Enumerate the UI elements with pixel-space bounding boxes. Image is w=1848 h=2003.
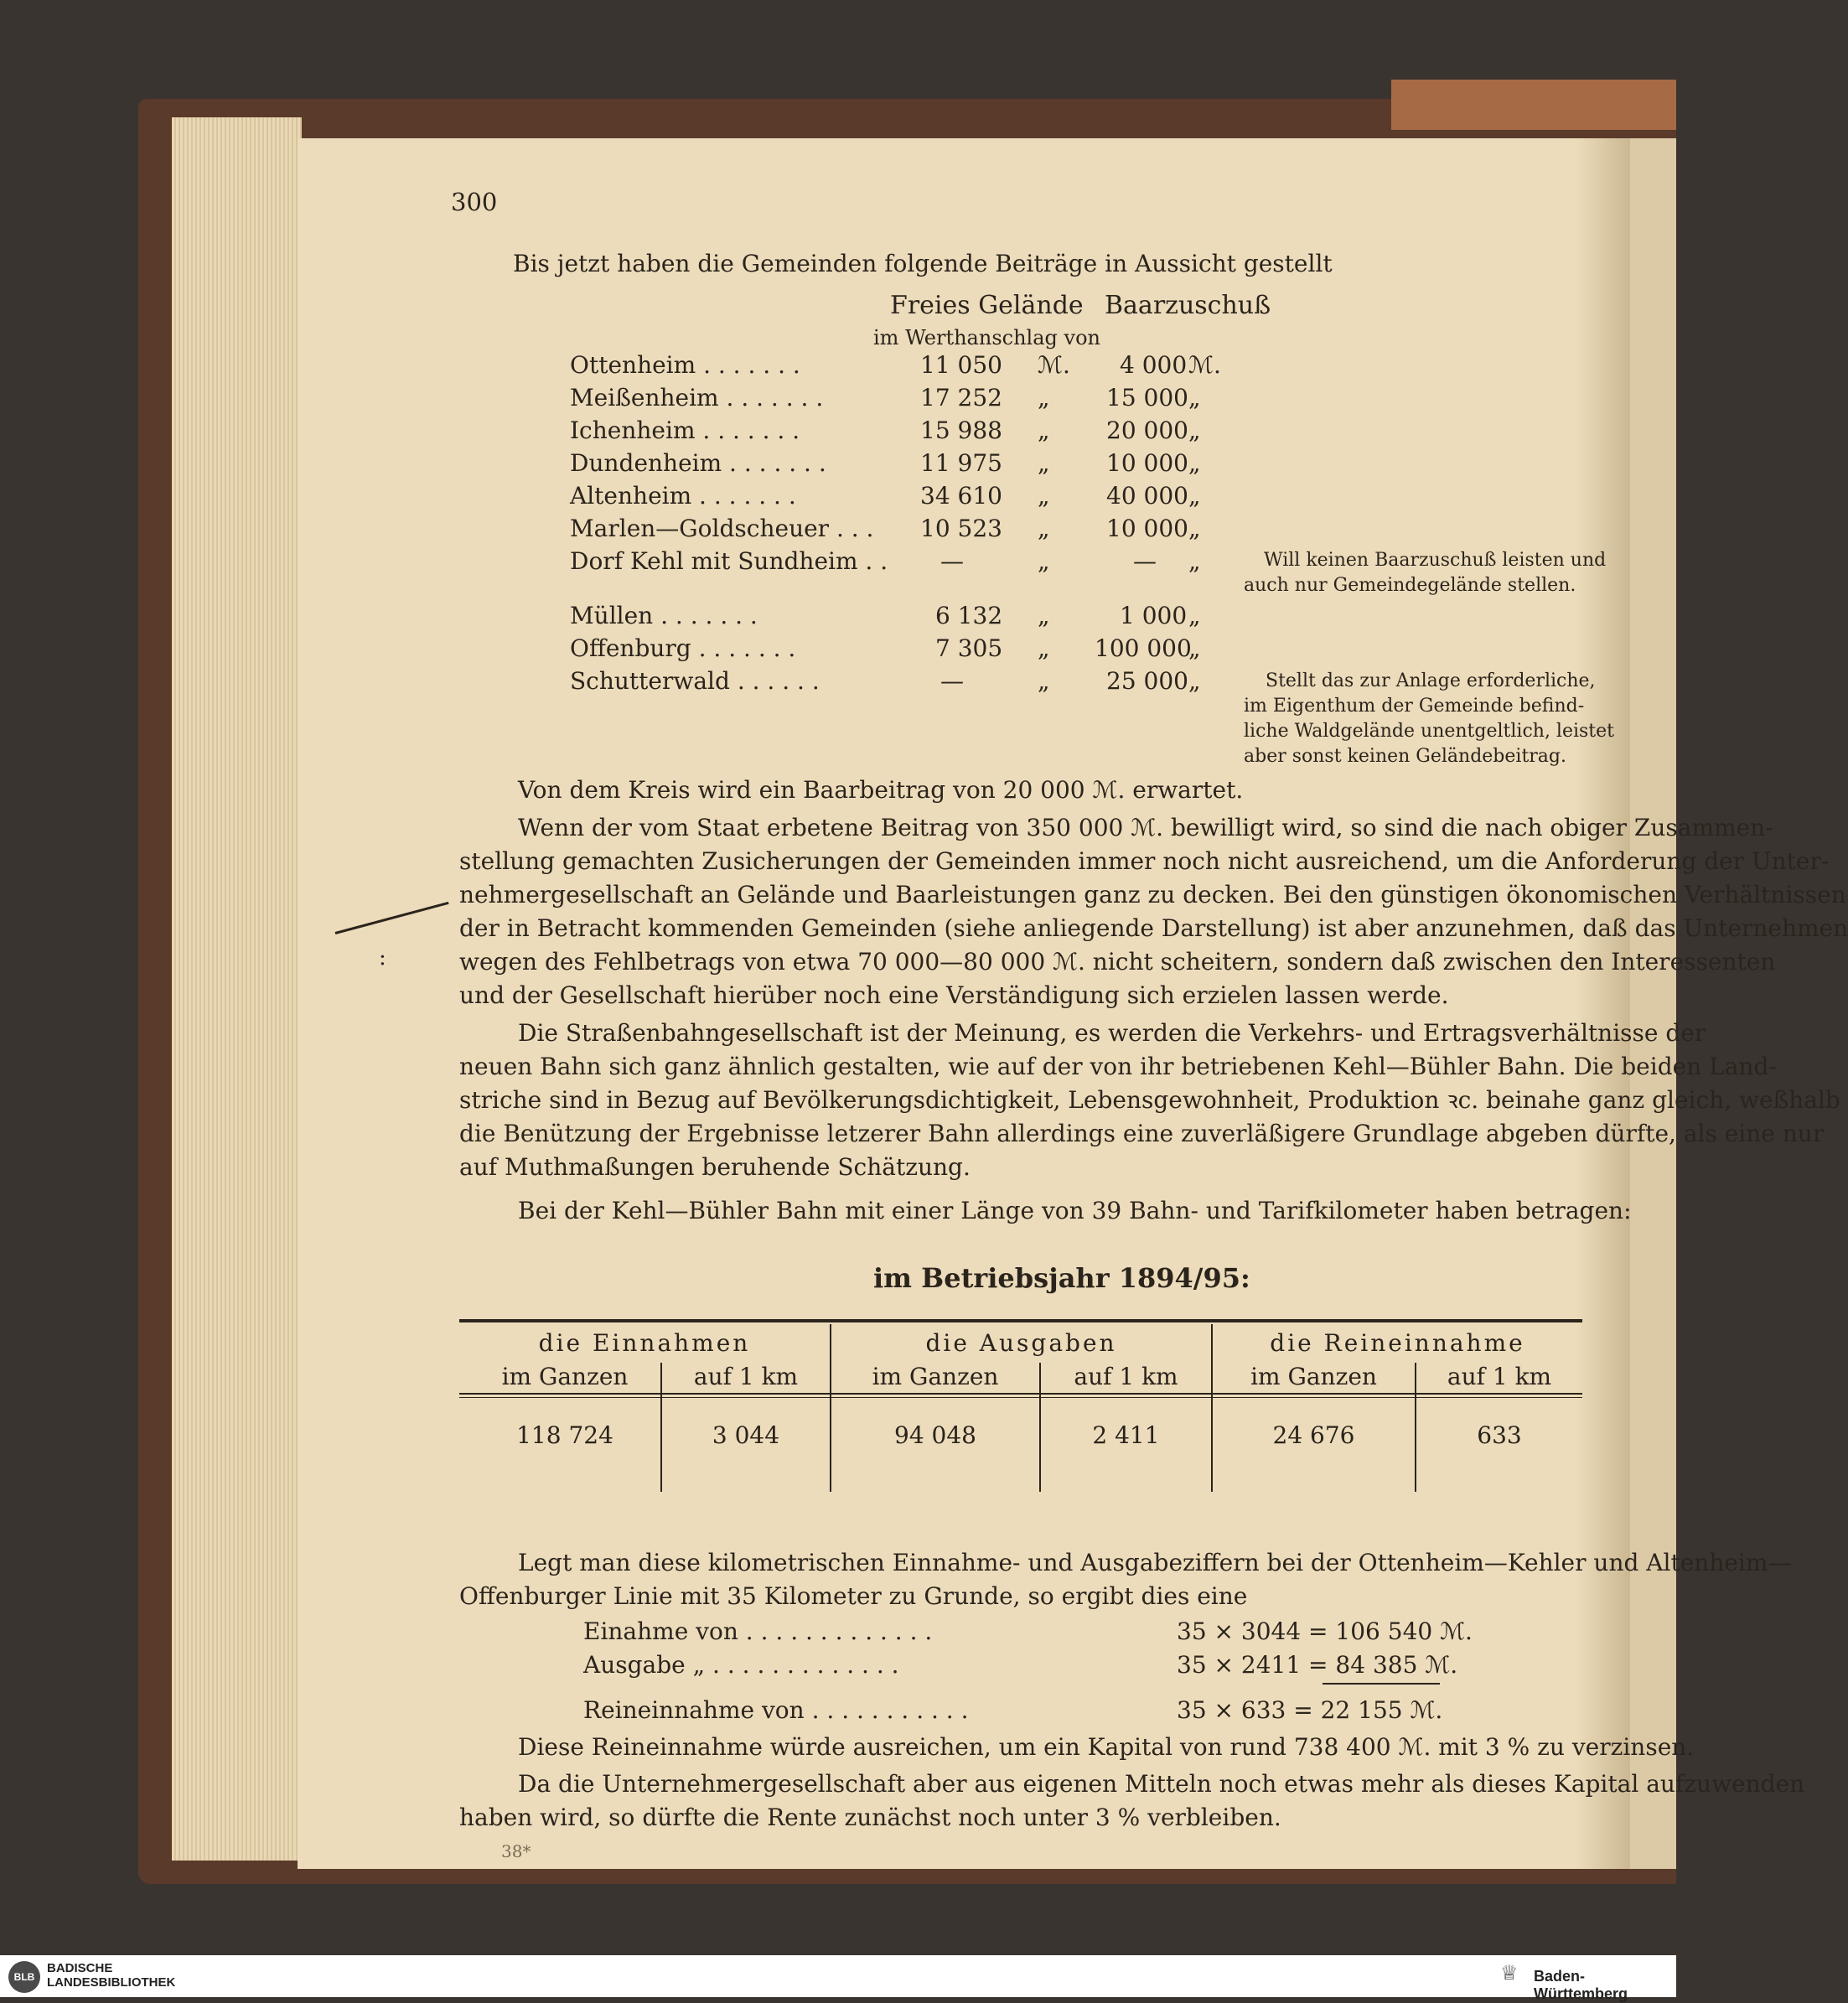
row-baar-unit: „ <box>1188 449 1201 477</box>
group-header-einnahmen: die Einnahmen <box>538 1329 751 1357</box>
text-line: nehmergesellschaft an Gelände und Baarleistungen ganz zu decken. Bei den günstigen ökonomischen Verhältnissen <box>459 881 1846 908</box>
text-line: Da die Unternehmergesellschaft aber aus eigenen Mitteln noch etwas mehr als dieses Kapital aufzuwenden <box>518 1770 1805 1798</box>
row-gelaende-unit: „ <box>1038 634 1050 662</box>
text-line: der in Betracht kommenden Gemeinden (siehe anliegende Darstellung) ist aber anzunehmen, daß das Unternehmen <box>459 914 1848 942</box>
row-gelaende-unit: „ <box>1038 482 1050 510</box>
row-baar-unit: „ <box>1188 482 1201 510</box>
group-header-ausgaben: die Ausgaben <box>925 1329 1117 1357</box>
baden-wuerttemberg-label[interactable]: Baden-Württemberg <box>1534 1968 1628 2002</box>
row-baar: 25 000 <box>1106 667 1188 695</box>
group-header-reineinnahme: die Reineinnahme <box>1270 1329 1525 1357</box>
calc-expression: 35 × 2411 = 84 385 ℳ. <box>1177 1651 1458 1679</box>
footer-bar <box>0 1955 1676 1997</box>
row-baar-unit: „ <box>1188 515 1201 542</box>
row-baar-unit: „ <box>1188 634 1201 662</box>
text-line: auf Muthmaßungen beruhende Schätzung. <box>459 1153 971 1181</box>
table-header-rule <box>459 1397 1582 1398</box>
value-ausgaben-km: 2 411 <box>1092 1421 1160 1449</box>
row-baar: 10 000 <box>1106 449 1188 477</box>
page-number: 300 <box>451 188 498 216</box>
calc-expression: 35 × 3044 = 106 540 ℳ. <box>1177 1617 1473 1645</box>
row-gelaende-unit: „ <box>1038 667 1050 695</box>
row-name: Marlen—Goldscheuer . . . <box>570 515 874 542</box>
col-header: auf 1 km <box>1074 1363 1178 1390</box>
value-ausgaben-ganzen: 94 048 <box>894 1421 976 1449</box>
row-gelaende-unit: „ <box>1038 384 1050 411</box>
row-baar-unit: „ <box>1188 384 1201 411</box>
calc-label: Ausgabe „ . . . . . . . . . . . . . <box>583 1651 899 1679</box>
blb-name-line: BADISCHE <box>47 1961 113 1975</box>
text-line: und der Gesellschaft hierüber noch eine Verständigung sich erzielen lassen werde. <box>459 981 1449 1009</box>
row-name: Altenheim . . . . . . . <box>570 482 796 510</box>
row-gelaende-unit: „ <box>1038 602 1050 629</box>
row-baar: 4 000 <box>1120 351 1188 379</box>
row-gelaende: 34 610 <box>920 482 1002 510</box>
blb-name-line: LANDESBIBLIOTHEK <box>47 1975 176 1990</box>
facing-page <box>1630 138 1676 1869</box>
signature-mark: 38* <box>501 1841 531 1861</box>
page-gutter <box>1576 138 1634 1869</box>
row-gelaende: — <box>940 667 964 695</box>
page-edges <box>172 117 302 1861</box>
row-name: Dorf Kehl mit Sundheim . . <box>570 547 888 575</box>
row-gelaende: 11 975 <box>920 449 1002 477</box>
row-baar: 10 000 <box>1106 515 1188 542</box>
row-name: Ichenheim . . . . . . . <box>570 417 800 444</box>
text-line: Wenn der vom Staat erbetene Beitrag von 350 000 ℳ. bewilligt wird, so sind die nach obiger Zusammen- <box>518 814 1773 841</box>
row-name: Dundenheim . . . . . . . <box>570 449 826 477</box>
table-top-rule <box>459 1319 1582 1322</box>
paragraph-kapital: Diese Reineinnahme würde ausreichen, um ein Kapital von rund 738 400 ℳ. mit 3 % zu verzinsen. <box>518 1733 1695 1761</box>
value-reineinnahme-ganzen: 24 676 <box>1272 1421 1355 1449</box>
row-baar-unit: ℳ. <box>1188 351 1221 379</box>
row-baar: 40 000 <box>1106 482 1188 510</box>
sum-rule <box>1323 1683 1440 1685</box>
text-line: striche sind in Bezug auf Bevölkerungsdichtigkeit, Lebensgewohnheit, Produktion ꝛc. beinahe ganz gleich, weßhalb <box>459 1086 1840 1114</box>
row-baar-unit: „ <box>1188 417 1201 444</box>
note-schutter-line: liche Waldgelände unentgeltlich, leistet <box>1244 721 1615 742</box>
row-gelaende-unit: ℳ. <box>1038 351 1070 379</box>
coat-of-arms-icon: ♕ <box>1500 1961 1519 1985</box>
text-line: Legt man diese kilometrischen Einnahme- und Ausgabeziffern bei der Ottenheim—Kehler und Altenheim— <box>518 1549 1792 1576</box>
calc-expression: 35 × 633 = 22 155 ℳ. <box>1177 1696 1443 1724</box>
text-line: Die Straßenbahngesellschaft ist der Meinung, es werden die Verkehrs- und Ertragsverhältnisse der <box>518 1019 1706 1047</box>
value-einnahmen-km: 3 044 <box>712 1421 780 1449</box>
value-reineinnahme-km: 633 <box>1477 1421 1522 1449</box>
row-baar-unit: „ <box>1188 602 1201 629</box>
col-header: im Ganzen <box>872 1363 999 1390</box>
text-line: die Benützung der Ergebnisse letzerer Bahn allerdings eine zuverläßigere Grundlage abgeben dürfte, als eine nur <box>459 1120 1825 1147</box>
row-baar: 100 000 <box>1095 634 1192 662</box>
col-header: auf 1 km <box>693 1363 799 1390</box>
row-gelaende: 6 132 <box>935 602 1003 629</box>
row-name: Offenburg . . . . . . . <box>570 634 796 662</box>
value-einnahmen-ganzen: 118 724 <box>516 1421 613 1449</box>
row-gelaende: 17 252 <box>920 384 1002 411</box>
text-line: wegen des Fehlbetrags von etwa 70 000—80 000 ℳ. nicht scheitern, sondern daß zwischen den Interessenten <box>459 948 1776 976</box>
row-baar: — <box>1133 547 1157 575</box>
column-subhead: im Werthanschlag von <box>873 326 1100 349</box>
note-kehl-line: auch nur Gemeindegelände stellen. <box>1244 575 1576 596</box>
row-gelaende: 15 988 <box>920 417 1002 444</box>
row-baar: 20 000 <box>1106 417 1188 444</box>
row-name: Müllen . . . . . . . <box>570 602 758 629</box>
text-line: haben wird, so dürfte die Rente zunächst noch unter 3 % verbleiben. <box>459 1804 1281 1831</box>
blb-logo[interactable]: BLB <box>8 1961 40 1993</box>
row-gelaende: 7 305 <box>935 634 1003 662</box>
row-name: Meißenheim . . . . . . . <box>570 384 824 411</box>
note-schutter-line: Stellt das zur Anlage erforderliche, <box>1266 670 1596 691</box>
paragraph-kreis: Von dem Kreis wird ein Baarbeitrag von 20 000 ℳ. erwartet. <box>518 776 1244 804</box>
margin-pencil-dots: : <box>379 945 386 970</box>
note-kehl-line: Will keinen Baarzuschuß leisten und <box>1264 550 1607 571</box>
row-gelaende-unit: „ <box>1038 417 1050 444</box>
blb-name <box>47 1961 175 1990</box>
text-line: neuen Bahn sich ganz ähnlich gestalten, wie auf der von ihr betriebenen Kehl—Bühler Bahn. Die beiden Land- <box>459 1053 1777 1080</box>
col-header: im Ganzen <box>1250 1363 1377 1390</box>
row-baar: 1 000 <box>1120 602 1188 629</box>
row-name: Schutterwald . . . . . . <box>570 667 820 695</box>
table-header-rule <box>459 1393 1582 1395</box>
col-header: im Ganzen <box>501 1363 629 1390</box>
row-baar: 15 000 <box>1106 384 1188 411</box>
paragraph-kehl-buehler: Bei der Kehl—Bühler Bahn mit einer Länge von 39 Bahn- und Tarifkilometer haben betragen: <box>518 1197 1632 1224</box>
section-heading: im Betriebsjahr 1894/95: <box>873 1262 1250 1294</box>
row-baar-unit: „ <box>1188 667 1201 695</box>
column-head-baarzuschuss: Baarzuschuß <box>1105 291 1271 320</box>
calc-label: Einahme von . . . . . . . . . . . . . <box>583 1617 933 1645</box>
row-gelaende-unit: „ <box>1038 547 1050 575</box>
row-name: Ottenheim . . . . . . . <box>570 351 800 379</box>
book-spine <box>1391 80 1676 130</box>
row-gelaende-unit: „ <box>1038 515 1050 542</box>
note-schutter-line: aber sonst keinen Geländebeitrag. <box>1244 746 1566 767</box>
intro-line: Bis jetzt haben die Gemeinden folgende Beiträge in Aussicht gestellt <box>513 250 1333 277</box>
text-line: stellung gemachten Zusicherungen der Gemeinden immer noch nicht ausreichend, um die Anforderung der Unter- <box>459 847 1830 875</box>
calc-label: Reineinnahme von . . . . . . . . . . . <box>583 1696 969 1724</box>
row-baar-unit: „ <box>1188 547 1201 575</box>
col-header: auf 1 km <box>1447 1363 1552 1390</box>
row-gelaende: 11 050 <box>920 351 1002 379</box>
text-line: Offenburger Linie mit 35 Kilometer zu Grunde, so ergibt dies eine <box>459 1582 1248 1610</box>
row-gelaende-unit: „ <box>1038 449 1050 477</box>
column-head-gelaende: Freies Gelände <box>890 291 1084 320</box>
row-gelaende: 10 523 <box>920 515 1002 542</box>
row-gelaende: — <box>940 547 964 575</box>
note-schutter-line: im Eigenthum der Gemeinde befind- <box>1244 696 1585 717</box>
